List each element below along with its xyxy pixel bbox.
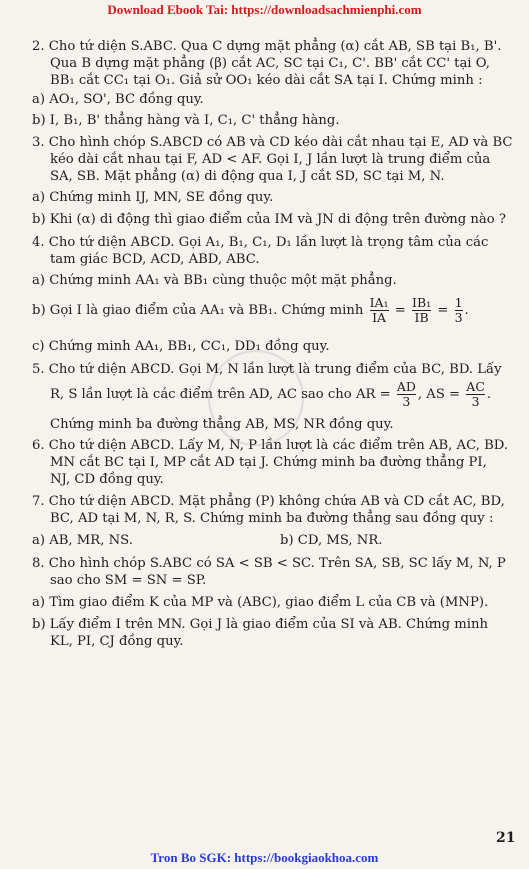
fraction-ad-3: $\frac{AD}{3}$ <box>396 379 416 409</box>
exercise-8b-line-1: b) Lấy điểm I trên MN. Gọi J là giao điểm của SI và AB. Chứng minh <box>32 617 488 632</box>
fraction-ia1-ia: $\frac{\text{IA₁}}{IA}$ <box>369 295 389 325</box>
exercise-3a: a) Chứng minh IJ, MN, SE đồng quy. <box>32 190 274 205</box>
exercise-2-line-1: 2. Cho tứ diện S.ABC. Qua C dựng mặt phẳng (α) cắt AB, SB tại B₁, B'. <box>32 39 502 54</box>
exercise-3-line-1: 3. Cho hình chóp S.ABCD có AB và CD kéo dài cắt nhau tại E, AD và BC <box>32 135 513 150</box>
exercise-2-line-3: BB₁ cắt CC₁ tại O₁. Giả sử OO₁ kéo dài cắt SA tại I. Chứng minh : <box>50 73 483 88</box>
exercise-7b: b) CD, MS, NR. <box>280 533 383 548</box>
exercise-8b-line-2: KL, PI, CJ đồng quy. <box>50 634 184 649</box>
exercise-6-line-1: 6. Cho tứ diện ABCD. Lấy M, N, P lần lượt là các điểm trên AB, AC, BD. <box>32 438 509 453</box>
exercise-4b-line: b) Gọi I là giao điểm của AA₁ và BB₁. Chứng minh $\frac{\text{IA₁}}{IA}$ = $\frac{\text{IB₁}}{IB}$ = $\frac{1}{3}$ . <box>32 295 469 325</box>
exercise-5-line-3: Chứng minh ba đường thẳng AB, MS, NR đồng quy. <box>50 417 394 432</box>
exercise-3b: b) Khi (α) di động thì giao điểm của IM và JN di động trên đường nào ? <box>32 212 506 227</box>
exercise-4b-text: b) Gọi I là giao điểm của AA₁ và BB₁. Chứng minh <box>32 303 364 318</box>
sgk-banner[interactable]: Tron Bo SGK: https://bookgiaokhoa.com <box>150 850 379 865</box>
exercise-4c: c) Chứng minh AA₁, BB₁, CC₁, DD₁ đồng quy. <box>32 339 330 354</box>
download-banner[interactable]: Download Ebook Tai: https://downloadsachmienphi.com <box>107 2 422 17</box>
exercise-7-line-1: 7. Cho tứ diện ABCD. Mặt phẳng (P) không chứa AB và CD cắt AC, BD, <box>32 494 505 509</box>
exercise-4-line-1: 4. Cho tứ diện ABCD. Gọi A₁, B₁, C₁, D₁ lần lượt là trọng tâm của các <box>32 235 489 250</box>
exercise-8-line-1: 8. Cho hình chóp S.ABC có SA < SB < SC. Trên SA, SB, SC lấy M, N, P <box>32 556 506 571</box>
exercise-7a: a) AB, MR, NS. <box>32 533 133 548</box>
exercise-8a: a) Tìm giao điểm K của MP và (ABC), giao điểm L của CB và (MNP). <box>32 595 489 610</box>
exercise-8-line-2: sao cho SM = SN = SP. <box>50 573 207 588</box>
exercise-4-line-2: tam giác BCD, ACD, ABD, ABC. <box>50 252 260 267</box>
exercise-5-text: R, S lần lượt là các điểm trên AD, AC sao cho <box>50 387 352 402</box>
exercise-3-line-3: SA, SB. Mặt phẳng (α) di động qua I, J cắt SD, SC tại M, N. <box>50 169 445 184</box>
page-number: 21 <box>496 830 516 846</box>
exercise-5-line-1: 5. Cho tứ diện ABCD. Gọi M, N lần lượt là trung điểm của BC, BD. Lấy <box>32 362 502 377</box>
exercise-2a: a) AO₁, SO', BC đồng quy. <box>32 92 204 107</box>
exercise-6-line-2: MN cắt BC tại I, MP cắt AD tại J. Chứng minh ba đường thẳng PI, <box>50 455 487 470</box>
exercise-6-line-3: NJ, CD đồng quy. <box>50 472 164 487</box>
exercise-7-line-2: BC, AD tại M, N, R, S. Chứng minh ba đường thẳng sau đồng quy : <box>50 511 494 526</box>
fraction-ib1-ib: $\frac{\text{IB₁}}{IB}$ <box>412 295 432 325</box>
exercise-5-line-2: R, S lần lượt là các điểm trên AD, AC sao cho AR = $\frac{AD}{3}$ , AS = $\frac{AC}{3}$ . <box>50 379 492 409</box>
exercise-4a: a) Chứng minh AA₁ và BB₁ cùng thuộc một mặt phẳng. <box>32 273 397 288</box>
exercise-2b: b) I, B₁, B' thẳng hàng và I, C₁, C' thẳng hàng. <box>32 113 340 128</box>
exercise-2-line-2: Qua B dựng mặt phẳng (β) cắt AC, SC tại C₁, C'. BB' cắt CC' tại O, <box>50 56 490 71</box>
fraction-one-third: $\frac{1}{3}$ <box>454 295 463 325</box>
exercise-3-line-2: kéo dài cắt nhau tại F, AD < AF. Gọi I, J lần lượt là trung điểm của <box>50 152 491 167</box>
fraction-ac-3: $\frac{AC}{3}$ <box>466 379 485 409</box>
